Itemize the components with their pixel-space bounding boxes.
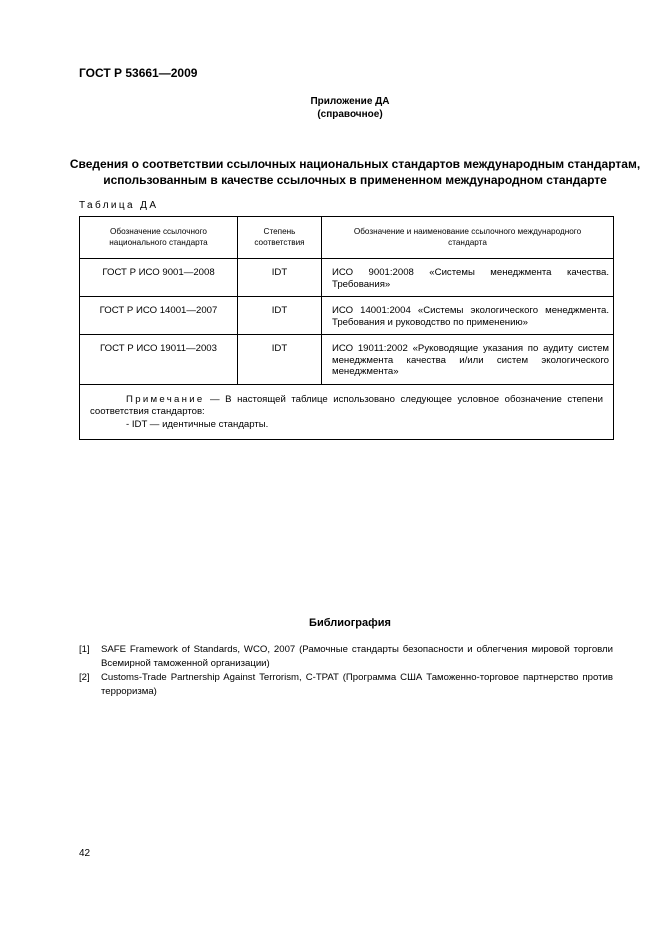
bibliography-item bbox=[79, 671, 613, 699]
national-standard-cell: ГОСТ Р ИСО 19011—2003 bbox=[80, 335, 238, 385]
appendix-subtitle: (справочное) bbox=[317, 109, 383, 120]
degree-cell: IDT bbox=[238, 297, 322, 335]
table-row bbox=[80, 259, 614, 297]
note-label: Примечание bbox=[126, 393, 205, 405]
international-standard-cell: ИСО 19011:2002 «Руководящие указания по аудиту систем менеджмента качества и/или систем экологического менеджмента» bbox=[322, 335, 614, 385]
international-standard-cell: ИСО 9001:2008 «Системы менеджмента качества. Требования» bbox=[322, 259, 614, 297]
standard-code-header: ГОСТ Р 53661—2009 bbox=[79, 66, 198, 80]
table-note-row bbox=[80, 384, 614, 440]
degree-cell: IDT bbox=[238, 335, 322, 385]
bibliography-title: Библиография bbox=[309, 617, 391, 629]
degree-cell: IDT bbox=[238, 259, 322, 297]
table-row bbox=[80, 297, 614, 335]
appendix-heading bbox=[0, 95, 661, 121]
correspondence-table bbox=[79, 216, 614, 440]
section-title-line-1: Сведения о соответствии ссылочных национальных стандартов международным стандартам, bbox=[69, 157, 641, 171]
note-item: - IDT — идентичные стандарты. bbox=[126, 418, 269, 430]
national-standard-cell: ГОСТ Р ИСО 9001—2008 bbox=[80, 259, 238, 297]
table-row bbox=[80, 335, 614, 385]
national-standard-cell: ГОСТ Р ИСО 14001—2007 bbox=[80, 297, 238, 335]
international-standard-cell: ИСО 14001:2004 «Системы экологического менеджмента. Требования и руководство по применению» bbox=[322, 297, 614, 335]
page-number: 42 bbox=[79, 848, 91, 859]
table-header-row bbox=[80, 217, 614, 259]
header-national-standard: Обозначение ссылочного национального стандарта bbox=[80, 217, 238, 259]
bibliography-item bbox=[79, 643, 613, 671]
header-degree: Степень соответствия bbox=[238, 217, 322, 259]
note-text: — В настоящей таблице использовано следующее условное обозначение степени соответствия стандартов: bbox=[90, 393, 603, 417]
table-note bbox=[80, 384, 614, 440]
section-title-line-2: использованным в качестве ссылочных в примененном международном стандарте bbox=[103, 173, 607, 187]
header-international-standard: Обозначение и наименование ссылочного международного стандарта bbox=[322, 217, 614, 259]
table-label: Таблица ДА bbox=[79, 200, 159, 211]
section-title bbox=[60, 156, 650, 188]
bibliography-text: SAFE Framework of Standards, WCO, 2007 (Рамочные стандарты безопасности и облегчения мировой торговли Всемирной таможенной организации) bbox=[101, 644, 613, 669]
bibliography-number: [2] bbox=[79, 672, 90, 683]
bibliography-number: [1] bbox=[79, 644, 90, 655]
appendix-title: Приложение ДА bbox=[310, 96, 390, 107]
bibliography-text: Customs-Trade Partnership Against Terrorism, C-TPAT (Программа США Таможенно-торговое партнерство против терроризма) bbox=[101, 672, 613, 697]
